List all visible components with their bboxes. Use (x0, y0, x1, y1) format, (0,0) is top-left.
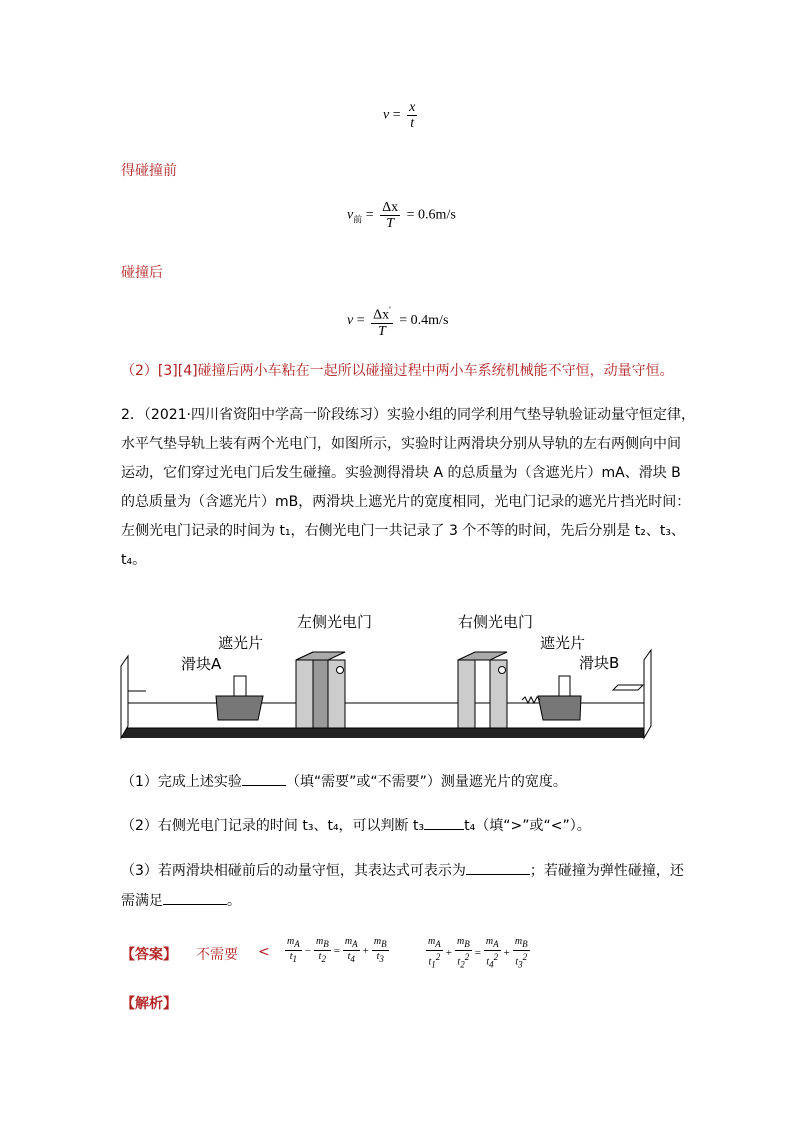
question-line: 左侧光电门记录的时间为 t₁，右侧光电门一共记录了 3 个不等的时间，先后分别是 t₂、t₃、 (121, 523, 686, 539)
question-line: 运动，它们穿过光电门后发生碰撞。实验测得滑块 A 的总质量为（含遮光片）mA、滑块 B (121, 465, 681, 481)
slider-b (538, 696, 581, 720)
question-line: 的总质量为（含遮光片）mB，两滑块上遮光片的宽度相同，光电门记录的遮光片挡光时间： (121, 494, 691, 510)
shade-a (234, 676, 246, 696)
equation-velocity-before: $v_前$ = $\frac{\Delta x}{T}$ = 0.6m/s (347, 200, 456, 231)
spring (522, 697, 540, 703)
question-2 (121, 401, 696, 575)
right-end-stop (644, 650, 651, 738)
label-before-collision: 得碰撞前 (121, 163, 177, 179)
equation-velocity: v = $\frac{x}{t}$ (383, 100, 416, 131)
note-momentum-conservation: （2）[3][4]碰撞后两小车粘在一起所以碰撞过程中两小车系统机械能不守恒，动量守恒。 (121, 363, 674, 379)
question-source: （2021·四川省资阳中学高一阶段练习） (143, 407, 388, 423)
answer-tag: 【答案】 (121, 947, 177, 963)
analysis-tag: 【解析】 (121, 996, 177, 1012)
right-photogate (458, 652, 507, 660)
answer-blank (466, 874, 530, 875)
answer-3-formula: $\frac{m_A}{t_1}$ − $\frac{m_B}{t_2}$ = $\frac{m_A}{t_4}$ + $\frac{m_B}{t_3}$ (287, 936, 387, 964)
answer-4-formula: $\frac{m_A}{t_1^2}$ + $\frac{m_B}{t_2^2}$ = $\frac{m_A}{t_4^2}$ + $\frac{m_B}{t_3^2}$ (428, 936, 528, 970)
slider-a (216, 696, 263, 720)
sub-question-1: （1）完成上述实验 （填“需要”或“不需要”）测量遮光片的宽度。 (121, 774, 567, 790)
sub-question-3: （3）若两滑块相碰前后的动量守恒，其表达式可表示为 ；若碰撞为弹性碰撞，还 (121, 863, 684, 879)
label-shade-right: 遮光片 (540, 634, 586, 652)
label-after-collision: 碰撞后 (121, 265, 163, 281)
air-track-diagram (118, 608, 663, 748)
label-slider-b: 滑块B (579, 654, 620, 672)
equation-velocity-after: v = $\frac{\Delta x'}{T}$ = 0.4m/s (347, 305, 449, 339)
left-end-stop (121, 656, 128, 738)
question-line: t₄。 (121, 552, 147, 568)
shade-b (559, 676, 570, 696)
sub-question-3-line-2: 需满足 。 (121, 893, 241, 909)
question-number: 2． (121, 407, 144, 423)
question-line: 水平气垫导轨上装有两个光电门，如图所示，实验时让两滑块分别从导轨的左右两侧向中间 (121, 436, 681, 452)
label-right-gate: 右侧光电门 (458, 613, 534, 631)
answer-blank (163, 904, 227, 905)
label-shade-left: 遮光片 (218, 634, 264, 652)
answer-blank (424, 829, 464, 830)
label-slider-a: 滑块A (181, 655, 222, 673)
answer-blank (242, 785, 286, 786)
label-left-gate: 左侧光电门 (297, 613, 373, 631)
question-line: 实验小组的同学利用气垫导轨验证动量守恒定律， (387, 407, 696, 423)
air-track-figure (118, 608, 663, 748)
track-base (121, 728, 644, 738)
sub-question-2: （2）右侧光电门记录的时间 t₃、t₄，可以判断 t₃ t₄（填“>”或“<”）。 (121, 818, 591, 834)
answer-1: 不需要 (196, 947, 238, 963)
answer-2: < (258, 944, 270, 960)
